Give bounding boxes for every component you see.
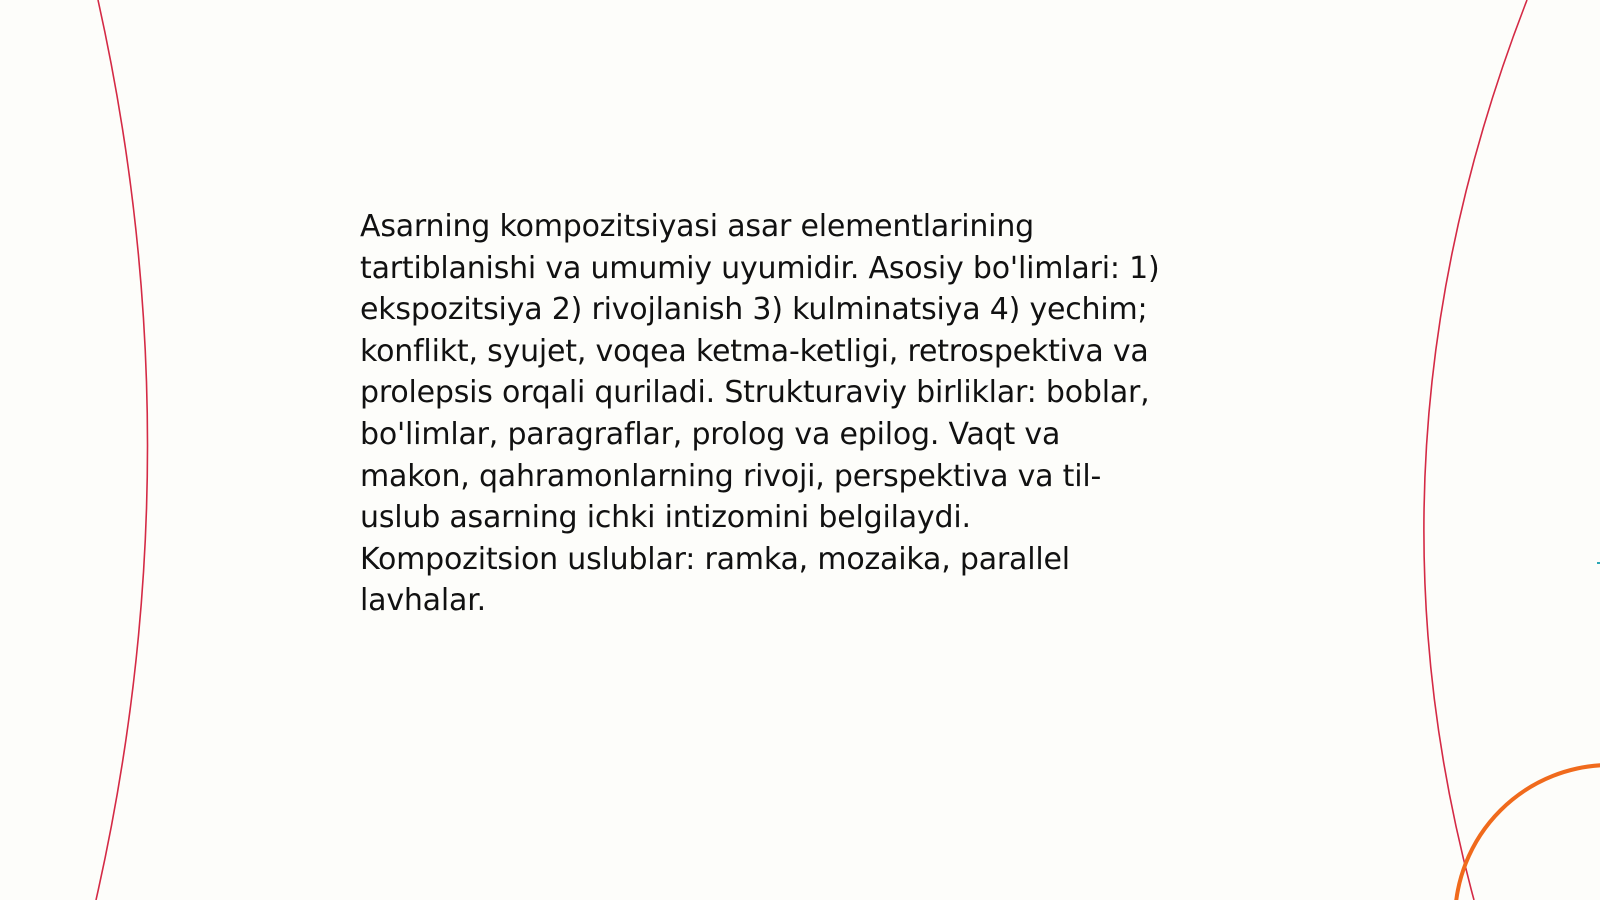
left-curve [96,0,148,900]
right-curve [1424,0,1527,900]
orange-arc [1455,765,1600,900]
body-text: Asarning kompozitsiyasi asar elementlarining tartiblanishi va umumiy uyumidir. Asosiy bo'limlari: 1) ekspozitsiya 2) rivojlanish 3) kulminatsiya 4) yechim; konflikt, syujet, voqea ketma-ketligi, retrospektiva va prolepsis orqali quriladi. Strukturaviy birliklar: boblar, bo'limlar, paragraflar, prolog va epilog. Vaqt va makon, qahramonlarning rivoji, perspektiva va til- uslub asarning ichki intizomini belgilaydi. Kompozitsion uslublar: ramka, mozaika, parallel lavhalar. [360,209,1160,619]
